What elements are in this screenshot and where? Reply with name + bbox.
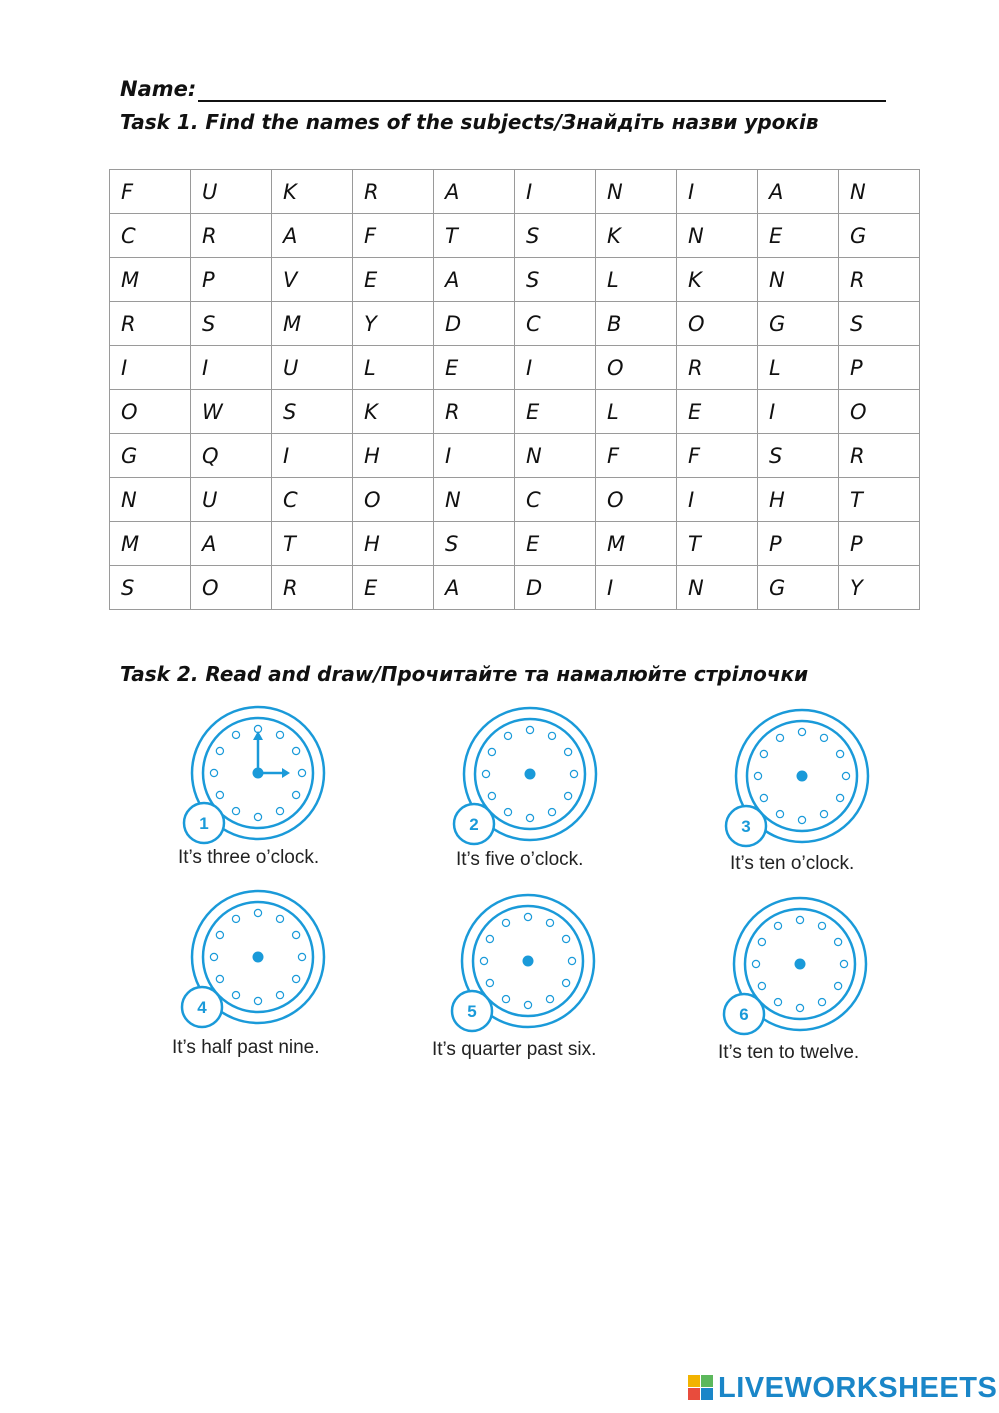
clock-number: 5 [467, 1002, 477, 1021]
hour-mark [524, 913, 531, 920]
grid-row [110, 566, 920, 610]
grid-row [110, 258, 920, 302]
hour-mark [216, 975, 223, 982]
hour-mark [293, 975, 300, 982]
clock-caption: It’s half past nine. [172, 1037, 320, 1058]
clock-face[interactable] [712, 896, 972, 1036]
grid-cell[interactable]: I [515, 170, 596, 214]
grid-cell[interactable]: U [272, 346, 353, 390]
grid-cell[interactable]: Y [353, 302, 434, 346]
grid-cell[interactable]: O [596, 346, 677, 390]
clock-center [523, 956, 534, 967]
grid-cell[interactable]: F [353, 214, 434, 258]
hour-mark [758, 938, 765, 945]
grid-cell[interactable]: S [758, 434, 839, 478]
grid-cell[interactable]: P [758, 522, 839, 566]
hour-mark [504, 809, 511, 816]
grid-cell[interactable]: I [110, 346, 191, 390]
grid-cell[interactable]: G [758, 566, 839, 610]
grid-cell[interactable]: K [596, 214, 677, 258]
grid-cell[interactable]: I [596, 566, 677, 610]
grid-cell[interactable]: D [515, 566, 596, 610]
grid-cell[interactable]: O [596, 478, 677, 522]
hour-mark [293, 931, 300, 938]
grid-row [110, 390, 920, 434]
hour-mark [254, 997, 261, 1004]
grid-cell[interactable]: I [515, 346, 596, 390]
hour-mark [488, 748, 495, 755]
clock-center [253, 768, 264, 779]
grid-cell[interactable]: N [677, 566, 758, 610]
hour-mark [563, 979, 570, 986]
liveworksheets-logo-icon [688, 1375, 714, 1401]
hour-mark [480, 957, 487, 964]
hour-mark [758, 982, 765, 989]
clock-face[interactable] [440, 706, 700, 846]
grid-cell[interactable]: P [839, 522, 920, 566]
grid-cell[interactable]: A [191, 522, 272, 566]
hour-mark [774, 922, 781, 929]
hour-mark [774, 999, 781, 1006]
grid-cell[interactable]: E [353, 566, 434, 610]
grid-cell[interactable]: I [434, 434, 515, 478]
clock-item [432, 893, 700, 1083]
clock-face[interactable] [170, 705, 430, 845]
hour-mark [760, 750, 767, 757]
clock-number: 3 [741, 817, 751, 836]
clock-center [797, 771, 808, 782]
hour-mark [502, 996, 509, 1003]
hour-mark [486, 935, 493, 942]
hour-mark [486, 979, 493, 986]
hour-mark [276, 808, 283, 815]
clock-center [253, 952, 264, 963]
hour-mark [524, 1001, 531, 1008]
clock-caption: It’s ten to twelve. [718, 1042, 860, 1063]
grid-cell[interactable]: R [839, 434, 920, 478]
clock-face[interactable] [440, 893, 700, 1033]
hour-mark [840, 960, 847, 967]
grid-cell[interactable]: Y [839, 566, 920, 610]
grid-cell[interactable]: A [434, 566, 515, 610]
hour-mark [216, 931, 223, 938]
grid-cell[interactable]: N [434, 478, 515, 522]
grid-cell[interactable]: N [596, 170, 677, 214]
grid-cell[interactable]: S [434, 522, 515, 566]
grid-cell[interactable]: O [353, 478, 434, 522]
grid-row [110, 214, 920, 258]
hour-mark [298, 953, 305, 960]
grid-cell[interactable]: T [434, 214, 515, 258]
clock-item [170, 889, 430, 1079]
grid-cell[interactable]: M [110, 522, 191, 566]
grid-cell[interactable]: K [677, 258, 758, 302]
grid-cell[interactable]: N [677, 214, 758, 258]
grid-cell[interactable]: A [758, 170, 839, 214]
hour-mark [232, 915, 239, 922]
grid-cell[interactable]: O [110, 390, 191, 434]
clock-item [170, 705, 430, 895]
grid-cell[interactable]: E [434, 346, 515, 390]
name-label: Name: [120, 77, 197, 101]
grid-cell[interactable]: G [758, 302, 839, 346]
grid-cell[interactable]: N [839, 170, 920, 214]
grid-cell[interactable]: L [596, 390, 677, 434]
grid-cell[interactable]: M [272, 302, 353, 346]
clock-number: 4 [197, 998, 207, 1017]
grid-cell[interactable]: B [596, 302, 677, 346]
task1-title: Task 1. Find the names of the subjects/Знайдіть назви уроків [120, 110, 819, 134]
hour-mark [798, 816, 805, 823]
grid-row [110, 302, 920, 346]
grid-cell[interactable]: F [677, 434, 758, 478]
grid-cell[interactable]: H [353, 434, 434, 478]
name-input[interactable] [198, 74, 886, 102]
grid-cell[interactable]: E [758, 214, 839, 258]
hour-mark [254, 909, 261, 916]
hour-mark [565, 748, 572, 755]
grid-cell[interactable]: G [839, 214, 920, 258]
footer-logo [688, 1372, 997, 1404]
hour-mark [565, 792, 572, 799]
clock-center [795, 959, 806, 970]
hour-mark [568, 957, 575, 964]
hour-mark [818, 999, 825, 1006]
grid-cell[interactable]: S [839, 302, 920, 346]
grid-cell[interactable]: R [191, 214, 272, 258]
grid-cell[interactable]: A [434, 170, 515, 214]
grid-row [110, 346, 920, 390]
grid-cell[interactable]: T [272, 522, 353, 566]
grid-cell[interactable]: C [515, 478, 596, 522]
hour-mark [796, 1004, 803, 1011]
clock-number: 1 [199, 814, 209, 833]
hour-mark [754, 772, 761, 779]
hour-mark [254, 813, 261, 820]
hour-mark [546, 996, 553, 1003]
hour-mark [293, 791, 300, 798]
hour-mark [526, 726, 533, 733]
grid-row [110, 434, 920, 478]
grid-cell[interactable]: I [677, 170, 758, 214]
grid-cell[interactable]: E [515, 390, 596, 434]
grid-row [110, 170, 920, 214]
hour-mark [837, 750, 844, 757]
grid-cell[interactable]: U [191, 170, 272, 214]
hour-mark [798, 728, 805, 735]
grid-cell[interactable]: S [110, 566, 191, 610]
grid-cell[interactable]: R [110, 302, 191, 346]
hour-mark [842, 772, 849, 779]
hour-mark [232, 992, 239, 999]
hour-mark [276, 731, 283, 738]
word-search-grid [109, 169, 920, 610]
hour-mark [232, 808, 239, 815]
name-field-row [120, 72, 886, 102]
hour-mark [504, 732, 511, 739]
grid-cell[interactable]: I [758, 390, 839, 434]
hour-mark [502, 919, 509, 926]
hour-mark [570, 770, 577, 777]
clock-center [525, 769, 536, 780]
hour-mark [776, 811, 783, 818]
grid-row [110, 522, 920, 566]
clock-caption: It’s five o’clock. [456, 849, 584, 870]
hour-mark [820, 811, 827, 818]
grid-cell[interactable]: S [515, 258, 596, 302]
grid-cell[interactable]: O [191, 566, 272, 610]
grid-cell[interactable]: A [272, 214, 353, 258]
grid-cell[interactable]: C [272, 478, 353, 522]
grid-cell[interactable]: S [515, 214, 596, 258]
grid-cell[interactable]: E [515, 522, 596, 566]
hour-mark [760, 794, 767, 801]
grid-cell[interactable]: F [110, 170, 191, 214]
hour-mark [548, 809, 555, 816]
hour-mark [837, 794, 844, 801]
grid-cell[interactable]: P [839, 346, 920, 390]
grid-cell[interactable]: Q [191, 434, 272, 478]
grid-cell[interactable]: S [191, 302, 272, 346]
hour-mark [216, 791, 223, 798]
task2-title: Task 2. Read and draw/Прочитайте та намалюйте стрілочки [120, 662, 809, 686]
hour-mark [835, 938, 842, 945]
hour-mark [216, 747, 223, 754]
hour-mark [526, 814, 533, 821]
grid-cell[interactable]: L [353, 346, 434, 390]
grid-cell[interactable]: O [839, 390, 920, 434]
grid-cell[interactable]: P [191, 258, 272, 302]
grid-cell[interactable]: R [272, 566, 353, 610]
grid-cell[interactable]: E [677, 390, 758, 434]
hour-mark [210, 769, 217, 776]
grid-cell[interactable]: T [677, 522, 758, 566]
hour-mark [482, 770, 489, 777]
clock-caption: It’s quarter past six. [432, 1039, 597, 1060]
grid-cell[interactable]: A [434, 258, 515, 302]
hour-mark [298, 769, 305, 776]
hour-mark [776, 734, 783, 741]
grid-cell[interactable]: V [272, 258, 353, 302]
hour-mark [210, 953, 217, 960]
grid-cell[interactable]: I [272, 434, 353, 478]
hour-mark [488, 792, 495, 799]
footer-brand: LIVEWORKSHEETS [718, 1371, 998, 1404]
grid-cell[interactable]: I [191, 346, 272, 390]
hour-mark [818, 922, 825, 929]
grid-cell[interactable]: M [596, 522, 677, 566]
grid-cell[interactable]: D [434, 302, 515, 346]
hour-mark [232, 731, 239, 738]
grid-cell[interactable]: E [353, 258, 434, 302]
grid-cell[interactable]: N [110, 478, 191, 522]
clock-face[interactable] [716, 708, 976, 848]
grid-cell[interactable]: I [677, 478, 758, 522]
clock-number: 6 [739, 1005, 749, 1024]
grid-cell[interactable]: R [434, 390, 515, 434]
grid-cell[interactable]: S [272, 390, 353, 434]
hour-mark [276, 915, 283, 922]
clock-item [440, 706, 700, 896]
hour-mark [276, 992, 283, 999]
grid-cell[interactable]: H [758, 478, 839, 522]
hour-mark [563, 935, 570, 942]
hour-mark [293, 747, 300, 754]
grid-cell[interactable]: M [110, 258, 191, 302]
grid-cell[interactable]: O [677, 302, 758, 346]
grid-cell[interactable]: R [839, 258, 920, 302]
hour-mark [752, 960, 759, 967]
clock-caption: It’s ten o’clock. [730, 853, 855, 874]
grid-cell[interactable]: G [110, 434, 191, 478]
grid-cell[interactable]: H [353, 522, 434, 566]
hour-mark [820, 734, 827, 741]
clock-face[interactable] [170, 889, 430, 1029]
grid-row [110, 478, 920, 522]
grid-cell[interactable]: L [758, 346, 839, 390]
grid-cell[interactable]: C [110, 214, 191, 258]
hour-mark [546, 919, 553, 926]
grid-cell[interactable]: R [677, 346, 758, 390]
grid-cell[interactable]: N [515, 434, 596, 478]
grid-cell[interactable]: L [596, 258, 677, 302]
grid-cell[interactable]: W [191, 390, 272, 434]
hour-mark [835, 982, 842, 989]
grid-cell[interactable]: F [596, 434, 677, 478]
grid-cell[interactable]: T [839, 478, 920, 522]
grid-cell[interactable]: U [191, 478, 272, 522]
clock-caption: It’s three o’clock. [178, 847, 320, 868]
grid-cell[interactable]: K [353, 390, 434, 434]
grid-cell[interactable]: K [272, 170, 353, 214]
grid-cell[interactable]: C [515, 302, 596, 346]
clock-item [716, 708, 976, 898]
grid-cell[interactable]: R [353, 170, 434, 214]
hour-mark [548, 732, 555, 739]
hour-mark [796, 916, 803, 923]
grid-cell[interactable]: N [758, 258, 839, 302]
clock-item [712, 896, 972, 1086]
clock-number: 2 [469, 815, 479, 834]
